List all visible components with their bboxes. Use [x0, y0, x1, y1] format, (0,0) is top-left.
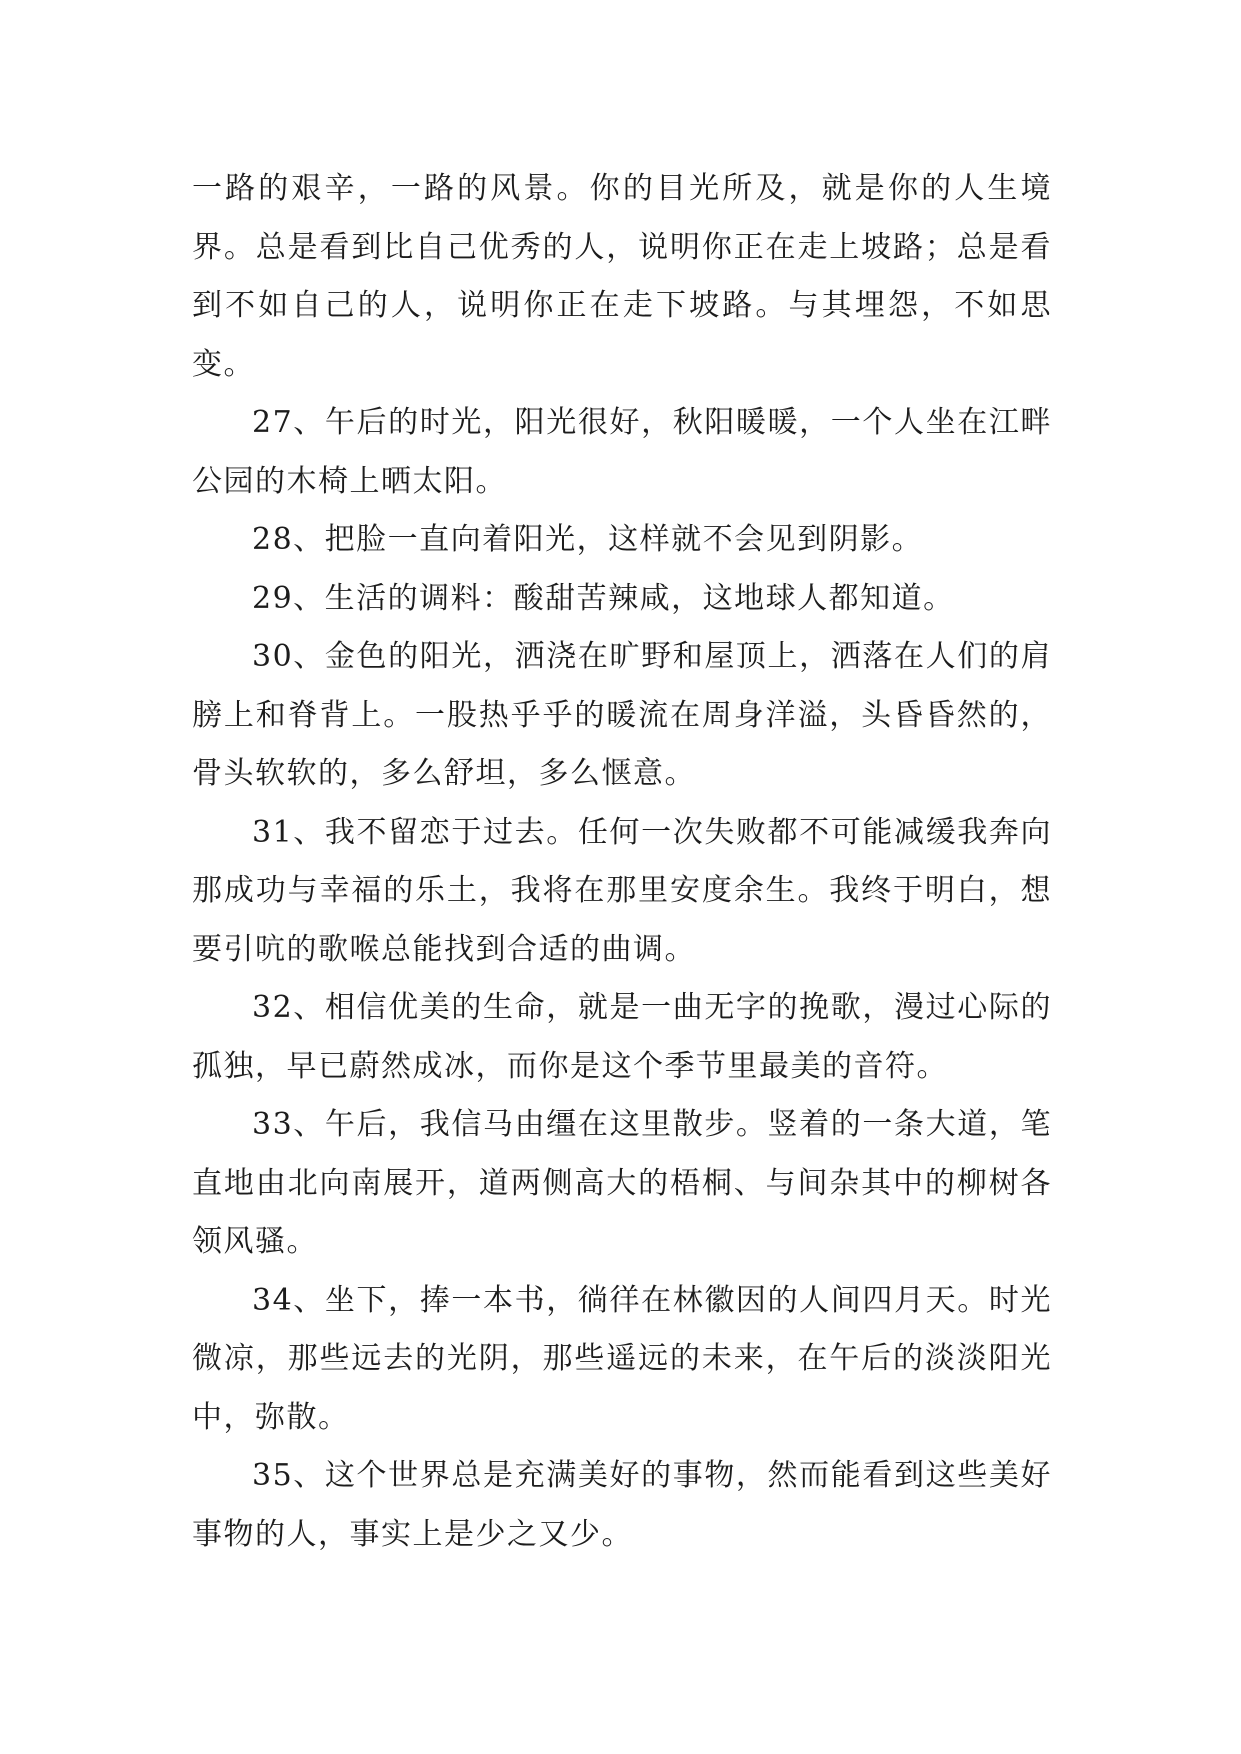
paragraph-30: 30、金色的阳光，洒浇在旷野和屋顶上，洒落在人们的肩膀上和脊背上。一股热乎乎的暖流在周身洋溢，头昏昏然的，骨头软软的，多么舒坦，多么惬意。	[192, 639, 1052, 791]
paragraph-35: 35、这个世界总是充满美好的事物，然而能看到这些美好事物的人，事实上是少之又少。	[192, 1458, 1052, 1552]
paragraph-33: 33、午后，我信马由缰在这里散步。竖着的一条大道，笔直地由北向南展开，道两侧高大的梧桐、与间杂其中的柳树各领风骚。	[192, 1107, 1052, 1259]
paragraph-continuation: 一路的艰辛，一路的风景。你的目光所及，就是你的人生境界。总是看到比自己优秀的人，说明你正在走上坡路；总是看到不如自己的人，说明你正在走下坡路。与其埋怨，不如思变。	[192, 171, 1052, 382]
paragraph-34: 34、坐下，捧一本书，徜徉在林徽因的人间四月天。时光微凉，那些远去的光阴，那些遥远的未来，在午后的淡淡阳光中，弥散。	[192, 1282, 1052, 1435]
paragraph-29: 29、生活的调料：酸甜苦辣咸，这地球人都知道。	[252, 580, 955, 616]
document-body	[192, 160, 1052, 1564]
paragraph-27: 27、午后的时光，阳光很好，秋阳暖暖，一个人坐在江畔公园的木椅上晒太阳。	[192, 405, 1052, 499]
paragraph-32: 32、相信优美的生命，就是一曲无字的挽歌，漫过心际的孤独，早已蔚然成冰，而你是这个季节里最美的音符。	[192, 990, 1052, 1084]
paragraph-28: 28、把脸一直向着阳光，这样就不会见到阴影。	[252, 522, 924, 557]
paragraph-31: 31、我不留恋于过去。任何一次失败都不可能减缓我奔向那成功与幸福的乐土，我将在那里安度余生。我终于明白，想要引吭的歌喉总能找到合适的曲调。	[192, 814, 1052, 967]
